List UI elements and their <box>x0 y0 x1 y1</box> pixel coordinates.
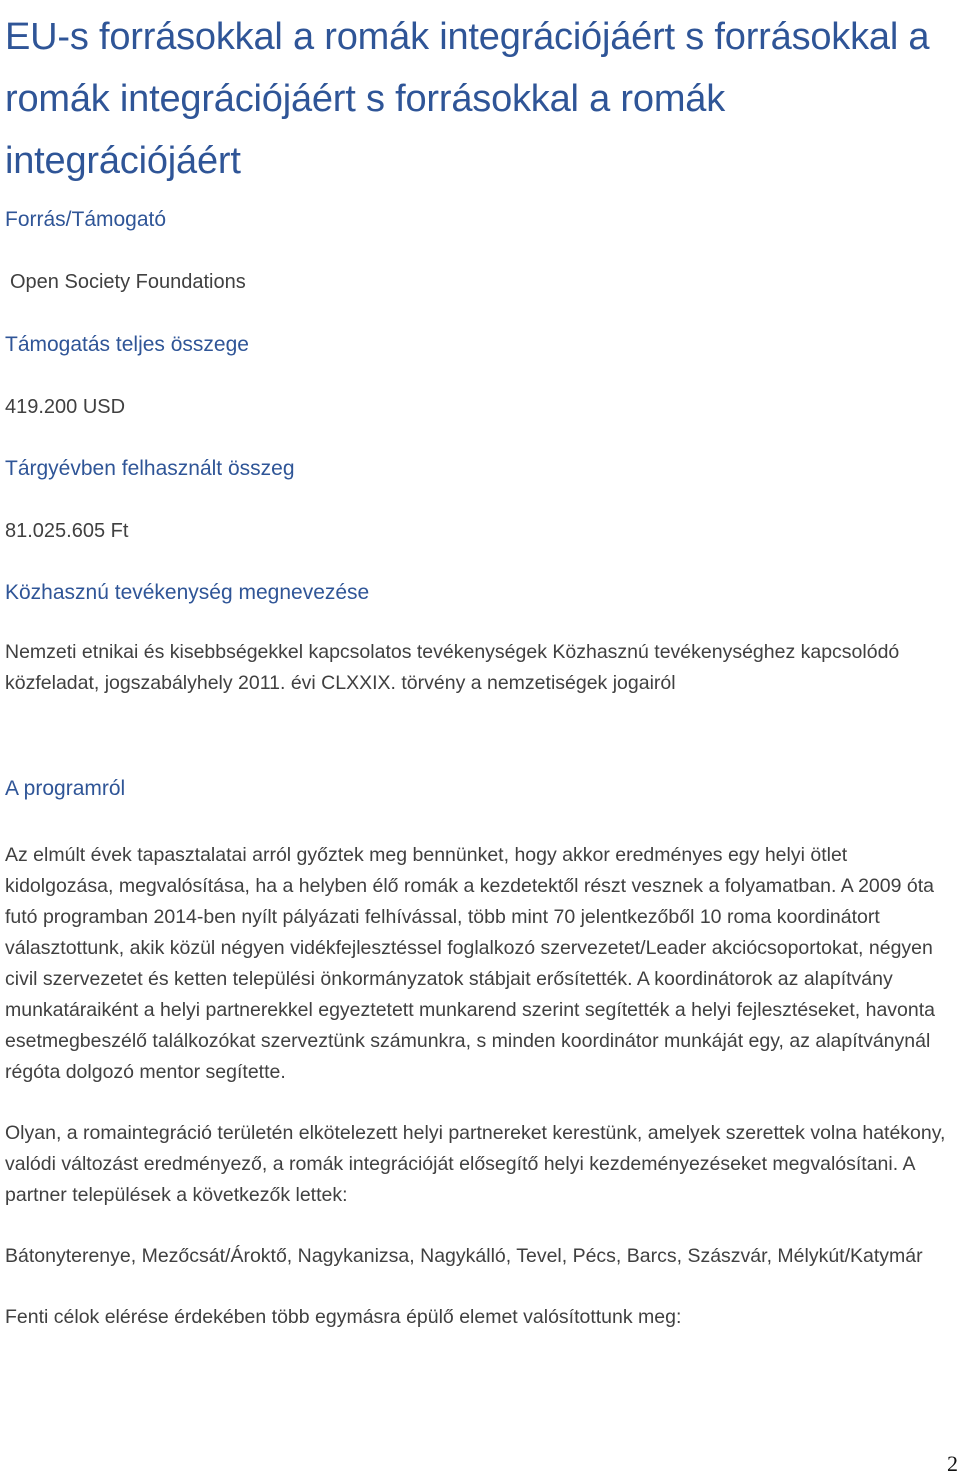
used-amount-value: 81.025.605 Ft <box>5 520 129 542</box>
goals-intro-paragraph: Fenti célok elérése érdekében több egymásra épülő elemet valósítottunk meg: <box>5 1306 682 1328</box>
settlements-list: Bátonyterenye, Mezőcsát/Ároktő, Nagykanizsa, Nagykálló, Tevel, Pécs, Barcs, Szászvár, Mélykút/Katymár <box>5 1245 923 1267</box>
program-heading: A programról <box>5 777 126 800</box>
total-amount-label: Támogatás teljes összege <box>5 333 249 356</box>
activity-label: Közhasznú tevékenység megnevezése <box>5 581 370 604</box>
source-label: Forrás/Támogató <box>5 208 167 231</box>
used-amount-label: Tárgyévben felhasznált összeg <box>5 457 295 480</box>
partners-paragraph: Olyan, a romaintegráció területén elkötelezett helyi partnereket kerestünk, amelyek szerettek volna hatékony, valódi változást eredményező, a romák integrációját elősegítő helyi kezdeményezéseket megvalósítani. A partner települések a következők lettek: <box>5 1122 946 1206</box>
activity-value: Nemzeti etnikai és kisebbségekkel kapcsolatos tevékenységek Közhasznú tevékenységhez kapcsolódó közfeladat, jogszabályhely 2011. évi CLXXIX. törvény a nemzetiségek jogairól <box>5 641 900 694</box>
page-title: EU-s forrásokkal a romák integrációjáért s forrásokkal a romák integrációjáért s forrásokkal a romák integrációjáért <box>5 16 930 182</box>
document-page <box>5 0 957 1333</box>
page-number: 2 <box>947 1451 958 1476</box>
total-amount-value: 419.200 USD <box>5 396 126 418</box>
program-paragraph: Az elmúlt évek tapasztalatai arról győztek meg bennünket, hogy akkor eredményes egy helyi ötlet kidolgozása, megvalósítása, ha a helyben élő romák a kezdetektől részt vesznek a folyamatban. A 2009 óta futó programban 2014-ben nyílt pályázati felhívással, több mint 70 jelentkezőből 10 roma koordinátort választottunk, akik közül négyen vidékfejlesztéssel foglalkozó szervezetet/Leader akciócsoportokat, négyen civil szervezetet és ketten települési önkormányzatok stábjait erősítették. A koordinátorok az alapítvány munkatáraiként a helyi partnerekkel egyeztetett munkarend szerint segítették a helyi fejlesztéseket, havonta esetmegbeszélő találkozókat szerveztünk számunkra, s minden koordinátor munkáját egy, az alapítványnál régóta dolgozó mentor segítette. <box>5 844 936 1083</box>
source-value: Open Society Foundations <box>10 271 246 293</box>
